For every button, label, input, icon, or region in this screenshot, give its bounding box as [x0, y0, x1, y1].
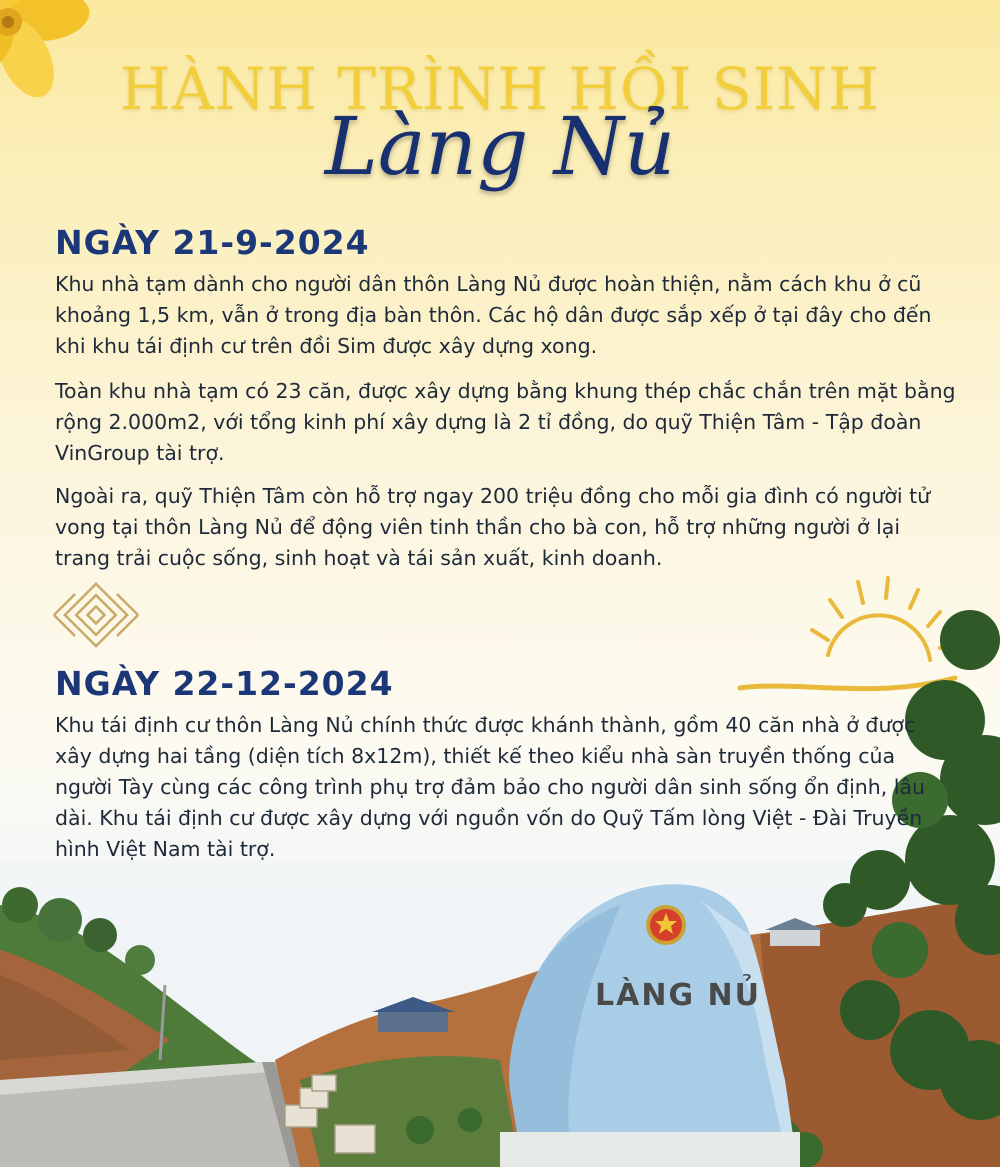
page-title: HÀNH TRÌNH HỒI SINH: [120, 55, 880, 123]
section-1-paragraph-1: Khu nhà tạm dành cho người dân thôn Làng Nủ được hoàn thiện, nằm cách khu ở cũ khoảng 1,5 km, vẫn ở trong địa bàn thôn. Các hộ dân được sắp xếp ở tại đây cho đến khi khu tái định cư trên đồi Sim được xây dựng xong.: [55, 272, 932, 358]
star-emblem-icon: [646, 905, 686, 945]
section-1-paragraph-2: Toàn khu nhà tạm có 23 căn, được xây dựng bằng khung thép chắc chắn trên mặt bằng rộng 2.000m2, với tổng kinh phí xây dựng là 2 tỉ đồng, do quỹ Thiện Tâm - Tập đoàn VinGroup tài trợ.: [55, 379, 956, 465]
stone-label: LÀNG NỦ: [595, 978, 761, 1013]
sun-icon: [740, 578, 955, 689]
section-1-paragraph-3: Ngoài ra, quỹ Thiện Tâm còn hỗ trợ ngay 200 triệu đồng cho mỗi gia đình có người tử vong tại thôn Làng Nủ để động viên tinh thần cho bà con, hỗ trợ những người ở lại trang trải cuộc sống, sinh hoạt và tái sản xuất, kinh doanh.: [55, 484, 931, 570]
section-2-paragraph-1: Khu tái định cư thôn Làng Nủ chính thức được khánh thành, gồm 40 căn nhà ở được xây dựng hai tầng (diện tích 8x12m), thiết kế theo kiểu nhà sàn truyền thống của người Tày cùng các công trình phụ trợ đảm bảo cho người dân sinh sống ổn định, lâu dài. Khu tái định cư được xây dựng với nguồn vốn do Quỹ Tấm lòng Việt - Đài Truyền hình Việt Nam tài trợ.: [55, 713, 926, 861]
section-1-date: NGÀY 21-9-2024: [55, 223, 370, 262]
page-subtitle-script: Làng Nủ: [324, 100, 676, 193]
section-2-date: NGÀY 22-12-2024: [55, 664, 394, 703]
geometric-ornament-icon: [54, 584, 138, 646]
